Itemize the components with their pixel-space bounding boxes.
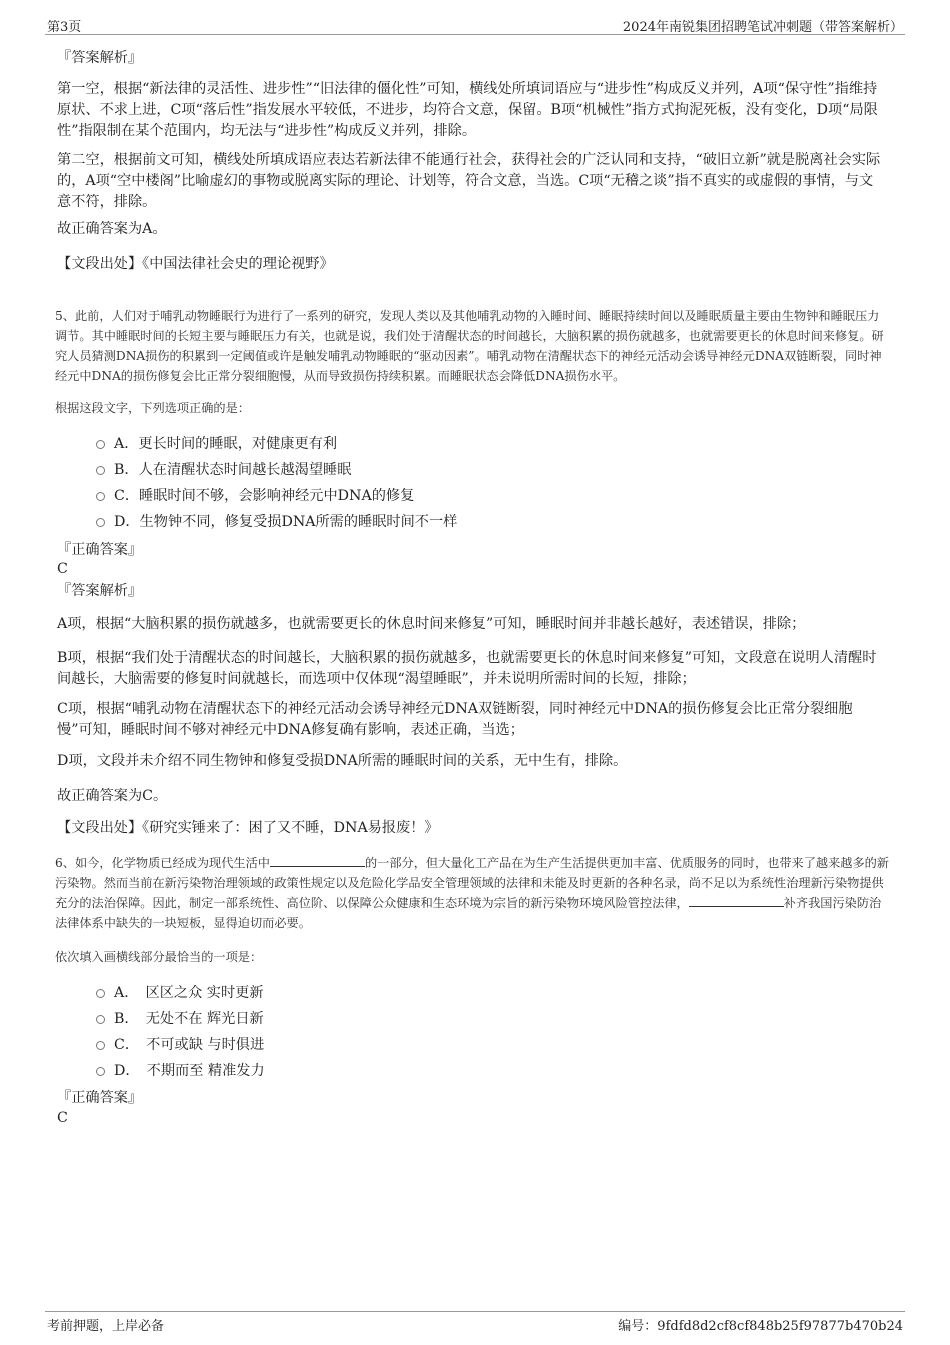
option-label: A．更长时间的睡眠，对健康更有利 <box>114 436 338 452</box>
q5-option-b[interactable] <box>96 460 351 480</box>
radio-icon[interactable] <box>96 466 105 475</box>
option-label: C．睡眠时间不够，会影响神经元中DNA的修复 <box>114 488 415 504</box>
q4-analysis-title: 『答案解析』 <box>57 50 143 66</box>
option-label: C． 不可或缺 与时俱进 <box>114 1037 265 1053</box>
radio-icon[interactable] <box>96 1067 105 1076</box>
q5-answer: C <box>57 561 68 577</box>
q5-analysis-title: 『答案解析』 <box>57 583 143 599</box>
q6-stem-part2: 的一部分，但大量化工产品在为生产生活提供更加丰富、优质服务的同时，也带来了越来越多的新污染物。然而当前在新污染物治理领域的政策性规定以及危险化学品安全管理领域的法律和未能及时更新的各种名录，尚不足以为系统性治理新污染物提供充分的法治保障。因此，制定一部系统性、高位阶、以保障公众健康和生态环境为宗旨的新污染物环境风险管控法律， <box>55 856 890 910</box>
page-number: 第3页 <box>47 20 82 35</box>
q6-question: 依次填入画横线部分最恰当的一项是： <box>55 950 263 964</box>
q6-stem-part1: 6、如今，化学物质已经成为现代生活中 <box>55 856 270 870</box>
q5-answer-title: 『正确答案』 <box>57 542 143 558</box>
q5-source: 【文段出处】《研究实锤来了：困了又不睡，DNA易报废！》 <box>57 820 439 836</box>
q5-question: 根据这段文字，下列选项正确的是： <box>55 401 250 415</box>
q4-analysis-p1: 第一空，根据“新法律的灵活性、进步性”“旧法律的僵化性”可知，横线处所填词语应与“进步性”构成反义并列，A项“保守性”指维持原状、不求上进，C项“落后性”指发展水平较低，不进步，均符合文意，保留。B项“机械性”指方式拘泥死板，没有变化，D项“局限性”指限制在某个范围内，均无法与“进步性”构成反义并列，排除。 <box>57 81 878 139</box>
q6-option-c[interactable] <box>96 1035 264 1055</box>
option-label: B．人在清醒状态时间越长越渴望睡眠 <box>114 462 352 478</box>
fill-blank-2[interactable] <box>689 894 784 907</box>
radio-icon[interactable] <box>96 440 105 449</box>
option-label: B． 无处不在 辉光日新 <box>114 1011 264 1027</box>
q5-option-a[interactable] <box>96 434 337 454</box>
document-title: 2024年南锐集团招聘笔试冲刺题（带答案解析） <box>622 20 903 35</box>
q5-analysis-a: A项，根据“大脑积累的损伤就越多，也就需要更长的休息时间来修复”可知，睡眠时间并非越长越好，表述错误，排除； <box>57 616 806 632</box>
q6-stem <box>55 853 890 933</box>
q4-analysis-p2: 第二空，根据前文可知，横线处所填成语应表达若新法律不能通行社会，获得社会的广泛认同和支持，“破旧立新”就是脱离社会实际的，A项“空中楼阁”比喻虚幻的事物或脱离实际的理论、计划等，符合文意，当选。C项“无稽之谈”指不真实的或虚假的事情，与文意不符，排除。 <box>57 152 881 210</box>
q6-option-d[interactable] <box>96 1061 265 1081</box>
q4-conclusion: 故正确答案为A。 <box>57 221 167 237</box>
option-label: D．生物钟不同，修复受损DNA所需的睡眠时间不一样 <box>114 514 458 530</box>
q5-analysis-c: C项，根据“哺乳动物在清醒状态下的神经元活动会诱导神经元DNA双链断裂，同时神经元中DNA的损伤修复会比正常分裂细胞慢”可知，睡眠时间不够对神经元中DNA修复确有影响，表述正确，当选； <box>57 701 853 738</box>
radio-icon[interactable] <box>96 518 105 527</box>
q6-stem-part3: 补齐我国污染防治法律体系中缺失的一块短板，显得迫切而必要。 <box>55 896 882 930</box>
q6-option-a[interactable] <box>96 983 264 1003</box>
q5-analysis-b: B项，根据“我们处于清醒状态的时间越长，大脑积累的损伤就越多，也就需要更长的休息时间来修复”可知，文段意在说明人清醒时间越长，大脑需要的修复时间就越长，而选项中仅体现“渴望睡眠”，并未说明所需时间的长短，排除； <box>57 650 877 687</box>
q5-option-c[interactable] <box>96 486 414 506</box>
radio-icon[interactable] <box>96 1015 105 1024</box>
document-code: 编号：9fdfd8d2cf8cf848b25f97877b470b24 <box>618 1319 903 1334</box>
q5-option-d[interactable] <box>96 512 457 532</box>
option-label: A． 区区之众 实时更新 <box>114 985 264 1001</box>
q4-source: 【文段出处】《中国法律社会史的理论视野》 <box>57 256 334 272</box>
option-label: D． 不期而至 精准发力 <box>114 1063 265 1079</box>
q5-conclusion: 故正确答案为C。 <box>57 788 168 804</box>
radio-icon[interactable] <box>96 1041 105 1050</box>
q5-stem: 5、此前，人们对于哺乳动物睡眠行为进行了一系列的研究，发现人类以及其他哺乳动物的入睡时间、睡眠持续时间以及睡眠质量主要由生物钟和睡眠压力调节。其中睡眠时间的长短主要与睡眠压力有关，也就是说，我们处于清醒状态的时间越长，大脑积累的损伤就越多，也就需要更长的休息时间来修复。研究人员猜测DNA损伤的积累到一定阈值或许是触发哺乳动物睡眠的“驱动因素”。哺乳动物在清醒状态下的神经元活动会诱导神经元DNA双链断裂，同时神经元中DNA的损伤修复会比正常分裂细胞慢，从而导致损伤持续积累。而睡眠状态会降低DNA损伤水平。 <box>55 309 884 383</box>
q6-answer-title: 『正确答案』 <box>57 1090 143 1106</box>
page-header <box>45 14 905 35</box>
q6-answer: C <box>57 1110 68 1126</box>
footer-slogan: 考前押题，上岸必备 <box>47 1319 165 1334</box>
q6-option-b[interactable] <box>96 1009 264 1029</box>
radio-icon[interactable] <box>96 492 105 501</box>
radio-icon[interactable] <box>96 989 105 998</box>
q5-analysis-d: D项，文段并未介绍不同生物钟和修复受损DNA所需的睡眠时间的关系，无中生有，排除。 <box>57 753 628 769</box>
fill-blank-1[interactable] <box>270 854 365 867</box>
page-footer <box>45 1311 905 1336</box>
